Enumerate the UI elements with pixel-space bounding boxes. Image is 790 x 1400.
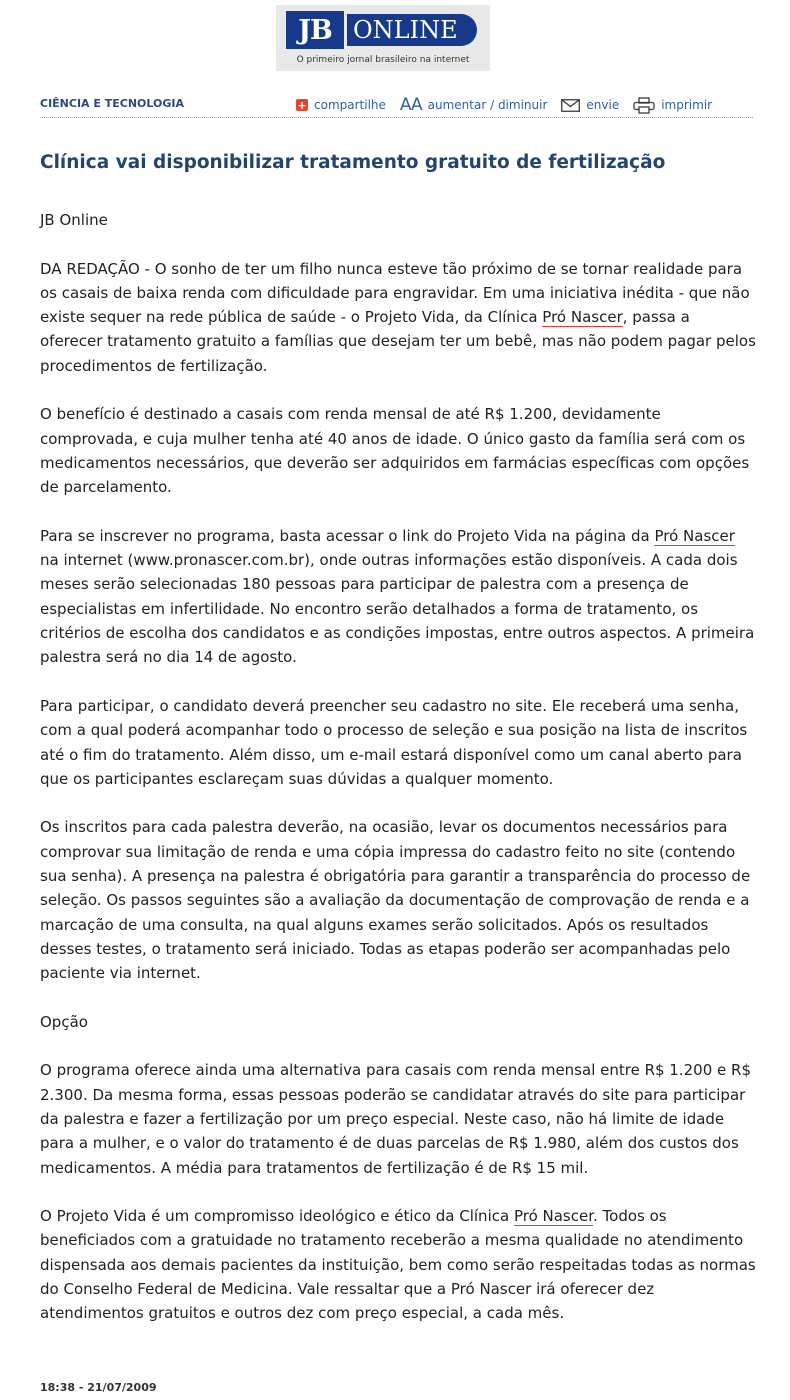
paragraph-text: , passa a oferecer tratamento gratuito a famílias que desejam ter um bebê, mas não podem pagar pelos procedimentos de fertilização. — [40, 308, 756, 375]
section-label[interactable]: CIÊNCIA E TECNOLOGIA — [40, 97, 184, 110]
font-size-button[interactable] — [400, 95, 548, 115]
article-toolbar — [296, 94, 756, 116]
article-body — [40, 208, 756, 1350]
logo-tagline: O primeiro jornal brasileiro na internet — [296, 55, 470, 65]
font-size-icon: AA — [399, 95, 422, 115]
article-paragraph: O programa oferece ainda uma alternativa para casais com renda mensal entre R$ 1.200 e R$ 2.300. Da mesma forma, essas pessoas poderão se candidatar através do site para participar da palestra e fazer a fertilização por um preço especial. Neste caso, não há limite de idade para a mulher, e o valor do tratamento é de duas parcelas de R$ 1.980, além dos custos dos medicamentos. A média para tratamentos de fertilização é de R$ 15 mil. — [40, 1061, 751, 1177]
site-logo[interactable] — [276, 5, 490, 71]
print-button[interactable] — [633, 97, 712, 114]
article-paragraph: Os inscritos para cada palestra deverão, na ocasião, levar os documentos necessários para comprovar sua limitação de renda e uma cópia impressa do cadastro feito no site (contendo sua senha). A presença na palestra é obrigatória para garantir a transparência do processo de seleção. Os passos seguintes são a avaliação da documentação de comprovação de renda e a marcação de uma consulta, na qual alguns exames serão solicitados. Após os resultados desses testes, o tratamento será iniciado. Todas as etapas poderão ser acompanhadas pelo paciente via internet. — [40, 818, 751, 983]
font-size-label: aumentar / diminuir — [427, 98, 548, 112]
paragraph-text: O Projeto Vida é um compromisso ideológico e ético da Clínica — [40, 1207, 514, 1226]
toolbar-divider — [40, 117, 753, 118]
logo-online: ONLINE — [347, 14, 477, 46]
logo-jb: JB — [286, 11, 344, 49]
share-label: compartilhe — [314, 98, 386, 112]
article-subheading: Opção — [40, 1012, 88, 1031]
article-paragraph — [40, 1204, 756, 1325]
article-source: JB Online — [40, 211, 108, 229]
print-label: imprimir — [661, 98, 713, 112]
send-button[interactable] — [561, 98, 619, 112]
article-timestamp: 18:38 - 21/07/2009 — [40, 1381, 157, 1394]
article-paragraph: O benefício é destinado a casais com renda mensal de até R$ 1.200, devidamente comprovada, e cuja mulher tenha até 40 anos de idade. O único gasto da família será com os medicamentos necessários, que deverão ser adquiridos em farmácias específicas com opções de parcelamento. — [40, 405, 750, 497]
pro-nascer-link[interactable]: Pró Nascer — [654, 526, 735, 545]
send-label: envie — [586, 98, 620, 112]
printer-icon — [633, 97, 655, 114]
paragraph-text: na internet (www.pronascer.com.br), onde outras informações estão disponíveis. A cada dois meses serão selecionadas 180 pessoas para participar de palestra com a presença de especialistas em infertilidade. No encontro serão detalhados a forma de tratamento, os critérios de escolha dos candidatos e as condições impostas, entre outros aspectos. A primeira palestra será no dia 14 de agosto. — [40, 551, 755, 667]
paragraph-text: DA REDAÇÃO - O sonho de ter um filho nunca esteve tão próximo de se tornar realidade para os casais de baixa renda com dificuldade para engravidar. Em uma iniciativa inédita - que não existe sequer na rede pública de saúde - o Projeto Vida, da Clínica — [40, 259, 750, 327]
paragraph-text: . Todos os beneficiados com a gratuidade no tratamento receberão a mesma qualidade no atendimento dispensada aos demais pacientes da instituição, bem como serão respeitadas todas as normas do Conselho Federal de Medicina. Vale ressaltar que a Pró Nascer irá oferecer dez atendimentos gratuitos e outros dez com preço especial, a cada mês. — [40, 1207, 756, 1323]
article-paragraph — [40, 524, 756, 670]
pro-nascer-link[interactable]: Pró Nascer — [513, 1207, 594, 1226]
article-title: Clínica vai disponibilizar tratamento gratuito de fertilização — [40, 152, 666, 174]
article-paragraph — [40, 257, 756, 378]
pro-nascer-link[interactable]: Pró Nascer — [542, 308, 623, 327]
logo-mark — [286, 11, 477, 51]
share-button[interactable] — [296, 98, 386, 112]
envelope-icon — [561, 99, 580, 112]
plus-icon: + — [297, 98, 307, 112]
paragraph-text: Para se inscrever no programa, basta acessar o link do Projeto Vida na página da — [40, 526, 655, 545]
article-paragraph: Para participar, o candidato deverá preencher seu cadastro no site. Ele receberá uma senha, com a qual poderá acompanhar todo o processo de seleção e sua posição na lista de inscritos até o fim do tratamento. Além disso, um e-mail estará disponível como um canal aberto para que os participantes esclareçam suas dúvidas a qualquer momento. — [40, 696, 748, 788]
